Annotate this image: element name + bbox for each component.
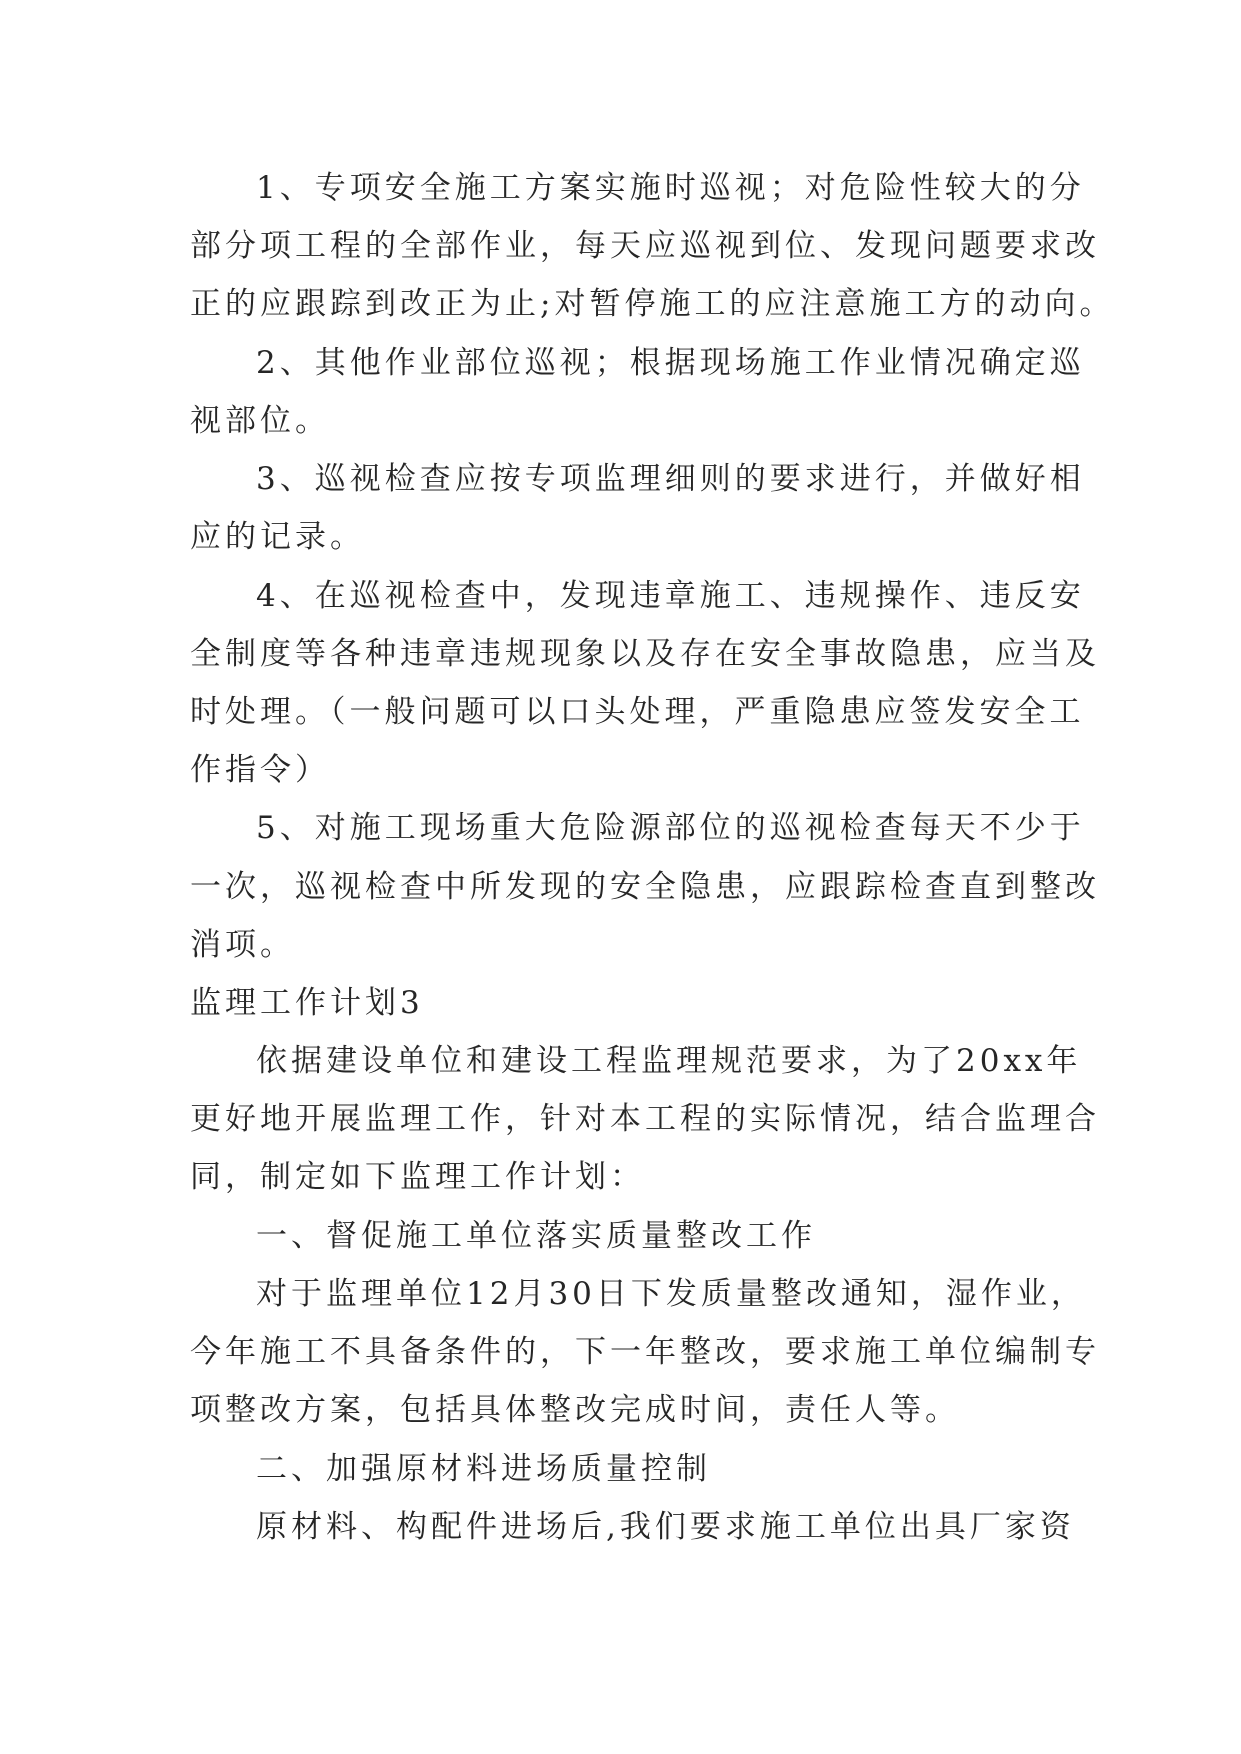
paragraph-7-line-3: 项整改方案，包括具体整改完成时间，责任人等。 [190,1392,960,1428]
paragraph-6-line-1: 依据建设单位和建设工程监理规范要求，为了20xx年 [256,1043,1082,1079]
paragraph-7-line-1: 对于监理单位12月30日下发质量整改通知，湿作业， [256,1276,1086,1312]
paragraph-1-line-2: 部分项工程的全部作业，每天应巡视到位、发现问题要求改 [190,228,1100,264]
paragraph-5-line-3: 消项。 [190,927,295,963]
paragraph-8-line-1: 原材料、构配件进场后,我们要求施工单位出具厂家资 [256,1509,1075,1545]
paragraph-4-line-2: 全制度等各种违章违规现象以及存在安全事故隐患，应当及 [190,636,1100,672]
paragraph-5-line-1: 5、对施工现场重大危险源部位的巡视检查每天不少于 [256,810,1085,846]
section-heading: 监理工作计划3 [190,985,424,1021]
paragraph-2-line-2: 视部位。 [190,403,330,439]
subheading-2: 二、加强原材料进场质量控制 [256,1451,711,1487]
paragraph-4-line-1: 4、在巡视检查中，发现违章施工、违规操作、违反安 [256,578,1085,614]
paragraph-7-line-2: 今年施工不具备条件的，下一年整改，要求施工单位编制专 [190,1334,1100,1370]
paragraph-4-line-3: 时处理。（一般问题可以口头处理，严重隐患应签发安全工 [190,694,1085,730]
paragraph-2-line-1: 2、其他作业部位巡视；根据现场施工作业情况确定巡 [256,345,1085,381]
paragraph-5-line-2: 一次，巡视检查中所发现的安全隐患，应跟踪检查直到整改 [190,869,1100,905]
paragraph-3-line-1: 3、巡视检查应按专项监理细则的要求进行，并做好相 [256,461,1085,497]
paragraph-4-line-4: 作指令） [190,752,330,788]
paragraph-1-line-1: 1、专项安全施工方案实施时巡视；对危险性较大的分 [256,170,1085,206]
paragraph-1-line-3: 正的应跟踪到改正为止;对暂停施工的应注意施工方的动向。 [190,286,1115,322]
paragraph-6-line-3: 同，制定如下监理工作计划： [190,1159,645,1195]
paragraph-6-line-2: 更好地开展监理工作，针对本工程的实际情况，结合监理合 [190,1101,1100,1137]
subheading-1: 一、督促施工单位落实质量整改工作 [256,1218,816,1254]
paragraph-3-line-2: 应的记录。 [190,519,365,555]
